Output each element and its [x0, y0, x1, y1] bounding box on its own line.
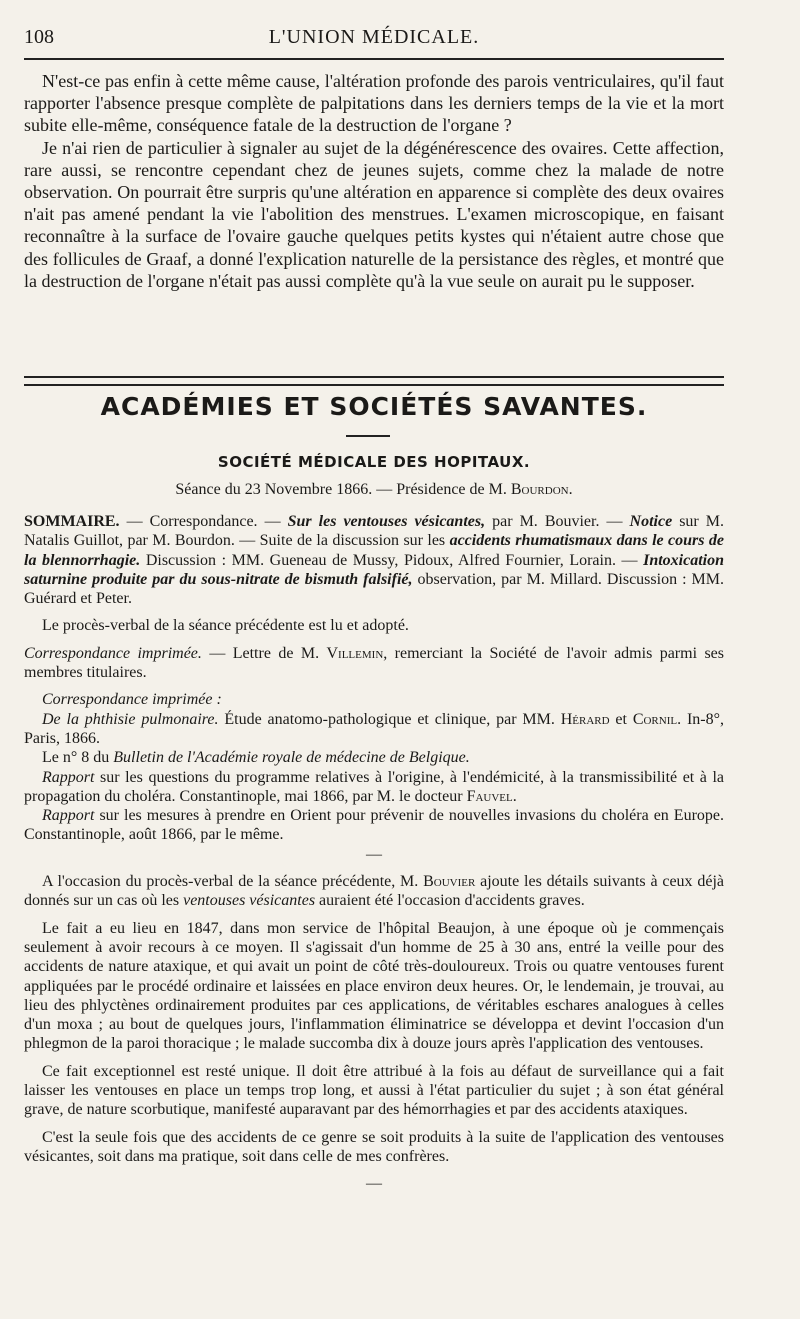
- article-conclusion: [24, 70, 724, 292]
- header-rule: [24, 58, 724, 60]
- proceedings: [24, 512, 724, 1194]
- section-title: ACADÉMIES ET SOCIÉTÉS SAVANTES.: [100, 392, 648, 421]
- title-rule: [346, 435, 390, 437]
- received-item: Le n° 8 du Bulletin de l'Académie royale de médecine de Belgique.: [42, 749, 470, 767]
- paragraph: N'est-ce pas enfin à cette même cause, l'altération profonde des parois ventriculaires, qu'il faut rapporter l'absence presque complète de palpitations dans les derniers temps de la vie et la mort subite elle-même, conséquence fatale de la destruction de l'organe ?: [24, 71, 724, 136]
- end-dash: —: [366, 1175, 382, 1193]
- session-line: Séance du 23 Novembre 1866. — Présidence de M. Bourdon.: [175, 481, 573, 498]
- society-heading: SOCIÉTÉ MÉDICALE DES HOPITAUX.: [217, 453, 531, 471]
- section-divider: [24, 376, 724, 386]
- page-number: 108: [24, 26, 54, 48]
- running-title: L'UNION MÉDICALE.: [268, 26, 480, 48]
- minutes: Le procès-verbal de la séance précédente est lu et adopté.: [42, 617, 409, 635]
- president-name: Bourdon: [510, 481, 569, 498]
- page-header: [24, 24, 724, 54]
- received-item: Rapport sur les mesures à prendre en Orient pour prévenir de nouvelles invasions du choléra en Europe. Constantinople, août 1866, par le même.: [24, 807, 724, 844]
- case-description: Le fait a eu lieu en 1847, dans mon service de l'hôpital Beaujon, à une époque où je commençais seulement à avoir recours à ce moyen. Il s'agissait d'un homme de 25 à 30 ans, entré la veille pour des accidents de nature ataxique, et qui avait un point de côté très-douloureux. Trois ou quatre ventouses furent appliquées par le procédé ordinaire et laissées en place environ deux heures. Or, le lendemain, je trouvai, au lieu des phlyctènes ordinairement produites par ces applications, de véritables eschares analogues à celles d'un moxa ; au bout de quelques jours, l'inflammation éliminatrice se développa et devint l'occasion d'un phlegmon de la paroi thoracique ; le malade succomba dix à douze jours après l'application des ventouses.: [24, 919, 724, 1053]
- bouvier-remarks: A l'occasion du procès-verbal de la séance précédente, M. Bouvier ajoute les détails suivants à ceux déjà donnés sur un cas où les ventouses vésicantes auraient été l'occasion d'accidents graves.: [24, 873, 725, 910]
- correspondence-letter: Correspondance imprimée. — Lettre de M. Villemin, remerciant la Société de l'avoir admis parmi ses membres titulaires.: [24, 644, 724, 682]
- case-analysis: Ce fait exceptionnel est resté unique. Il doit être attribué à la fois au défaut de surveillance qui a fait laisser les ventouses en place un temps trop long, et aussi à l'état particulier du sujet ; à son état général grave, de nature scorbutique, manifesté auparavant par des hémorrhagies et par des accidents ataxiques.: [24, 1062, 724, 1119]
- summary: SOMMAIRE. — Correspondance. — Sur les ventouses vésicantes, par M. Bouvier. — Notice sur M. Natalis Guillot, par M. Bourdon. — Suite de la discussion sur les accidents rhumatismaux dans le cours de la blennorrhagie. Discussion : MM. Gueneau de Mussy, Pidoux, Alfred Fournier, Lorain. — Intoxication saturnine produite par du sous-nitrate de bismuth falsifié, observation, par M. Millard. Discussion : MM. Guérard et Peter.: [24, 513, 725, 608]
- received-item: Rapport sur les questions du programme relatives à l'origine, à l'endémicité, à la transmissibilité et à la propagation du choléra. Constantinople, mai 1866, par M. le docteur Fauvel.: [24, 768, 724, 805]
- received-item: De la phthisie pulmonaire. Étude anatomo-pathologique et clinique, par MM. Hérard et Cornil. In-8°, Paris, 1866.: [24, 710, 724, 747]
- separator-dash: —: [366, 845, 382, 863]
- paragraph: Je n'ai rien de particulier à signaler au sujet de la dégénérescence des ovaires. Cette affection, rare aussi, se rencontre cependant chez de jeunes sujets, comme chez la malade de notre observation. On pourrait être surpris qu'une altération en apparence si complète des deux ovaires n'ait pas amené pendant la vie l'abolition des menstrues. L'examen microscopique, en faisant reconnaître à la surface de l'ovaire gauche quelques petits kystes qui n'étaient autre chose que des follicules de Graaf, a donné l'explication naturelle de la persistance des règles, et montré que la destruction de l'organe n'était pas aussi complète qu'à la vue seule on aurait pu le supposer.: [24, 137, 724, 291]
- correspondence-label: Correspondance imprimée :: [42, 691, 222, 709]
- case-conclusion: C'est la seule fois que des accidents de ce genre se soit produits à la suite de l'application des ventouses vésicantes, soit dans ma pratique, soit dans celle de mes confrères.: [24, 1128, 724, 1165]
